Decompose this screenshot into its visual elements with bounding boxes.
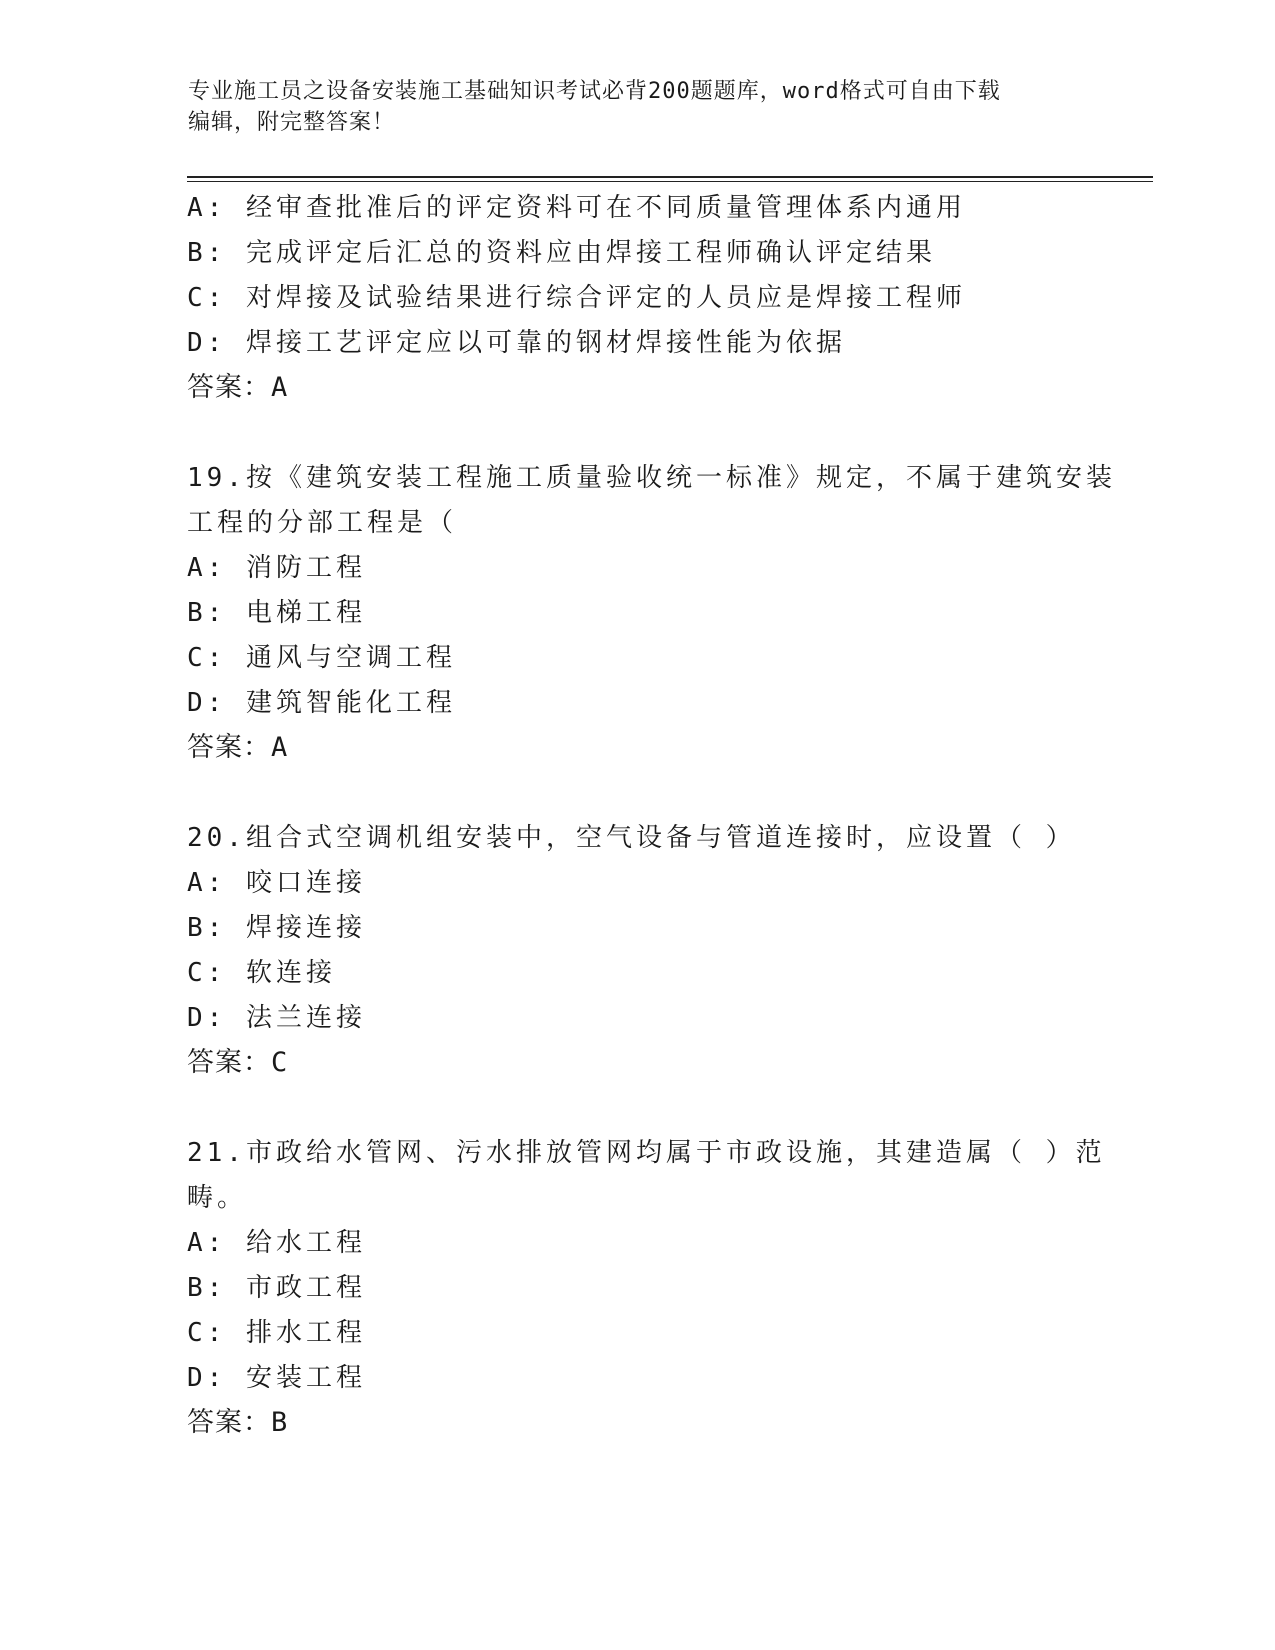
answer-label: 答案： <box>187 732 271 763</box>
q21-option-d: D: 安装工程 <box>187 1363 366 1393</box>
q21-answer <box>187 1406 288 1440</box>
q20-answer <box>187 1046 288 1080</box>
q21-stem-line-1: 21.市政给水管网、污水排放管网均属于市政设施，其建造属（ ）范 <box>187 1138 1106 1168</box>
answer-value: A <box>271 372 289 403</box>
q20-option-a: A: 咬口连接 <box>187 868 366 898</box>
header-line-2: 编辑，附完整答案！ <box>188 110 396 135</box>
q19-stem-line-1: 19.按《建筑安装工程施工质量验收统一标准》规定，不属于建筑安装 <box>187 463 1116 493</box>
q18-option-b: B: 完成评定后汇总的资料应由焊接工程师确认评定结果 <box>187 238 936 268</box>
q21-stem-line-2: 畴。 <box>187 1183 248 1213</box>
q20-option-b: B: 焊接连接 <box>187 913 366 943</box>
document-header <box>188 76 1088 138</box>
q20-option-d: D: 法兰连接 <box>187 1003 366 1033</box>
q19-answer <box>187 731 288 765</box>
q21-option-b: B: 市政工程 <box>187 1273 366 1303</box>
answer-value: B <box>271 1407 289 1438</box>
q21-option-c: C: 排水工程 <box>187 1318 366 1348</box>
q18-option-d: D: 焊接工艺评定应以可靠的钢材焊接性能为依据 <box>187 328 846 358</box>
q20-stem-line-1: 20.组合式空调机组安装中，空气设备与管道连接时，应设置（ ） <box>187 823 1076 853</box>
q18-option-a: A: 经审查批准后的评定资料可在不同质量管理体系内通用 <box>187 193 966 223</box>
answer-value: C <box>271 1047 289 1078</box>
answer-label: 答案： <box>187 1047 271 1078</box>
q19-option-b: B: 电梯工程 <box>187 598 366 628</box>
header-divider-thick <box>187 176 1153 178</box>
q20-option-c: C: 软连接 <box>187 958 336 988</box>
q19-option-c: C: 通风与空调工程 <box>187 643 456 673</box>
header-divider-thin <box>187 181 1153 182</box>
answer-label: 答案： <box>187 1407 271 1438</box>
q21-option-a: A: 给水工程 <box>187 1228 366 1258</box>
answer-label: 答案： <box>187 372 271 403</box>
q19-stem-line-2: 工程的分部工程是（ <box>187 508 458 538</box>
q19-option-a: A: 消防工程 <box>187 553 366 583</box>
q18-option-c: C: 对焊接及试验结果进行综合评定的人员应是焊接工程师 <box>187 283 966 313</box>
q18-answer <box>187 371 288 405</box>
answer-value: A <box>271 732 289 763</box>
q19-option-d: D: 建筑智能化工程 <box>187 688 456 718</box>
header-line-1: 专业施工员之设备安装施工基础知识考试必背200题题库，word格式可自由下载 <box>188 79 1001 104</box>
